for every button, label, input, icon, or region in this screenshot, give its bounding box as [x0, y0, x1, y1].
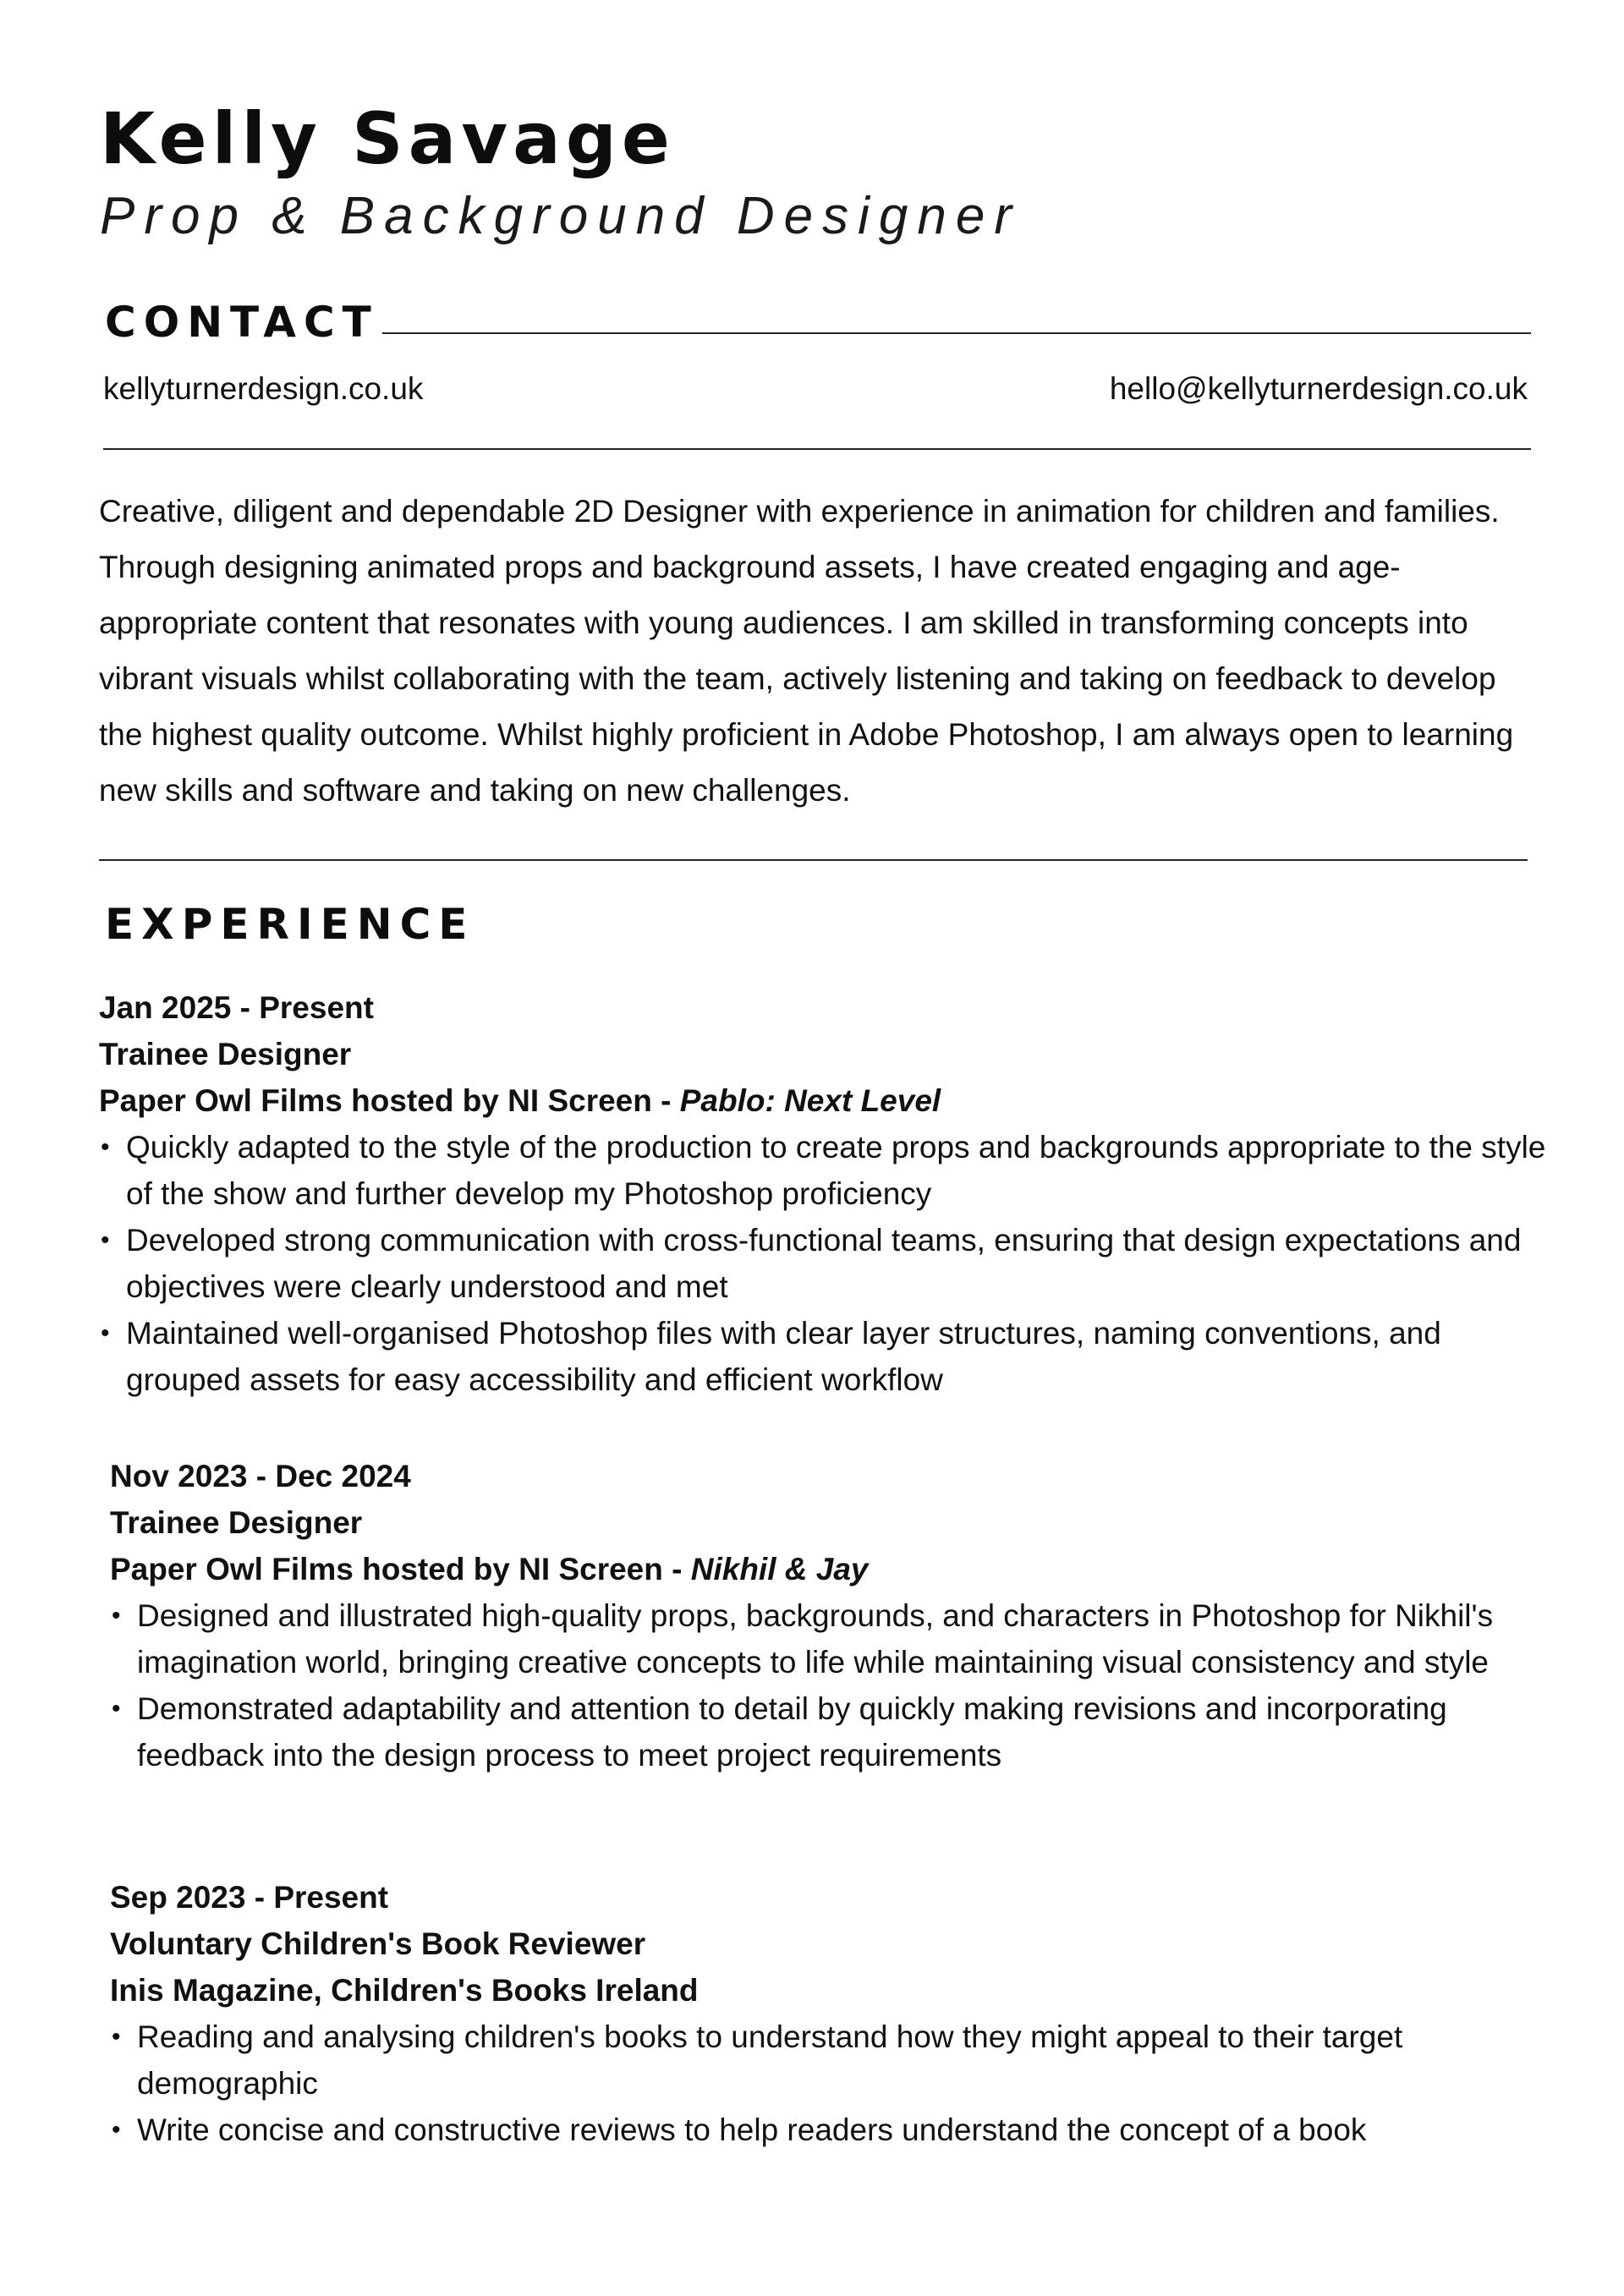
bullet-item	[99, 1124, 1554, 1217]
email-link[interactable]: hello@kellyturnerdesign.co.uk	[1109, 371, 1528, 406]
job-dates: Sep 2023 - Present	[110, 1880, 389, 1915]
job-dates: Jan 2025 - Present	[99, 990, 374, 1025]
job-company-line	[110, 1546, 1565, 1592]
bullet-icon: •	[112, 1695, 121, 1723]
bullet-icon: •	[101, 1319, 110, 1347]
bullet-icon: •	[101, 1133, 110, 1161]
bullet-text: Maintained well-organised Photoshop files with clear layer structures, naming conventions, and grouped assets for easy accessibility and efficient workflow	[126, 1316, 1441, 1397]
bullet-item	[99, 1217, 1554, 1310]
job-company: Inis Magazine, Children's Books Ireland	[110, 1973, 699, 2008]
bullet-item	[110, 2107, 1565, 2153]
bullet-icon: •	[101, 1226, 110, 1254]
bullet-text: Developed strong communication with cross-functional teams, ensuring that design expectations and objectives were clearly understood and met	[126, 1223, 1522, 1304]
job-bullets	[110, 2014, 1565, 2153]
experience-entry	[110, 1874, 1565, 2153]
bullet-text: Quickly adapted to the style of the production to create props and backgrounds appropriate to the style of the show and further develop my Photoshop proficiency	[126, 1130, 1546, 1211]
job-dates: Nov 2023 - Dec 2024	[110, 1459, 411, 1493]
bullet-text: Write concise and constructive reviews to help readers understand the concept of a book	[137, 2112, 1367, 2147]
contact-divider	[103, 448, 1531, 450]
job-title: Voluntary Children's Book Reviewer	[110, 1926, 646, 1961]
summary-divider	[99, 859, 1528, 861]
bullet-text: Designed and illustrated high-quality props, backgrounds, and characters in Photoshop for Nikhil's imagination world, bringing creative concepts to life while maintaining visual consistency and style	[137, 1598, 1494, 1680]
job-company-line	[99, 1077, 1554, 1124]
bullet-icon: •	[112, 2023, 121, 2051]
profile-summary: Creative, diligent and dependable 2D Designer with experience in animation for children and families. Through designing animated props and background assets, I have created engaging and age-appropriate content that resonates with young audiences. I am skilled in transforming concepts into vibrant visuals whilst collaborating with the team, actively listening and taking on feedback to develop the highest quality outcome. Whilst highly proficient in Adobe Photoshop, I am always open to learning new skills and software and taking on new challenges.	[99, 494, 1514, 808]
contact-heading-rule	[382, 332, 1531, 334]
job-company: Paper Owl Films hosted by NI Screen -	[99, 1083, 680, 1118]
experience-heading: EXPERIENCE	[105, 900, 475, 949]
contact-heading: CONTACT	[105, 298, 379, 347]
bullet-item	[110, 2014, 1565, 2107]
website-link[interactable]: kellyturnerdesign.co.uk	[103, 371, 424, 406]
job-project: Nikhil & Jay	[690, 1552, 869, 1586]
bullet-text: Reading and analysing children's books to understand how they might appeal to their target demographic	[137, 2019, 1403, 2101]
bullet-item	[110, 1592, 1565, 1685]
job-project: Pablo: Next Level	[679, 1083, 941, 1118]
bullet-icon: •	[112, 2116, 121, 2144]
job-bullets	[110, 1592, 1565, 1778]
candidate-name: Kelly Savage	[100, 97, 675, 180]
experience-entry	[99, 984, 1554, 1403]
bullet-item	[110, 1685, 1565, 1778]
job-title: Trainee Designer	[110, 1505, 363, 1540]
job-bullets	[99, 1124, 1554, 1403]
bullet-icon: •	[112, 1602, 121, 1630]
bullet-text: Demonstrated adaptability and attention to detail by quickly making revisions and incorporating feedback into the design process to meet project requirements	[137, 1691, 1447, 1773]
bullet-item	[99, 1310, 1554, 1403]
experience-entry	[110, 1453, 1565, 1778]
job-company: Paper Owl Films hosted by NI Screen -	[110, 1552, 691, 1586]
job-title: Trainee Designer	[99, 1037, 352, 1071]
candidate-role: Prop & Background Designer	[100, 187, 1022, 245]
